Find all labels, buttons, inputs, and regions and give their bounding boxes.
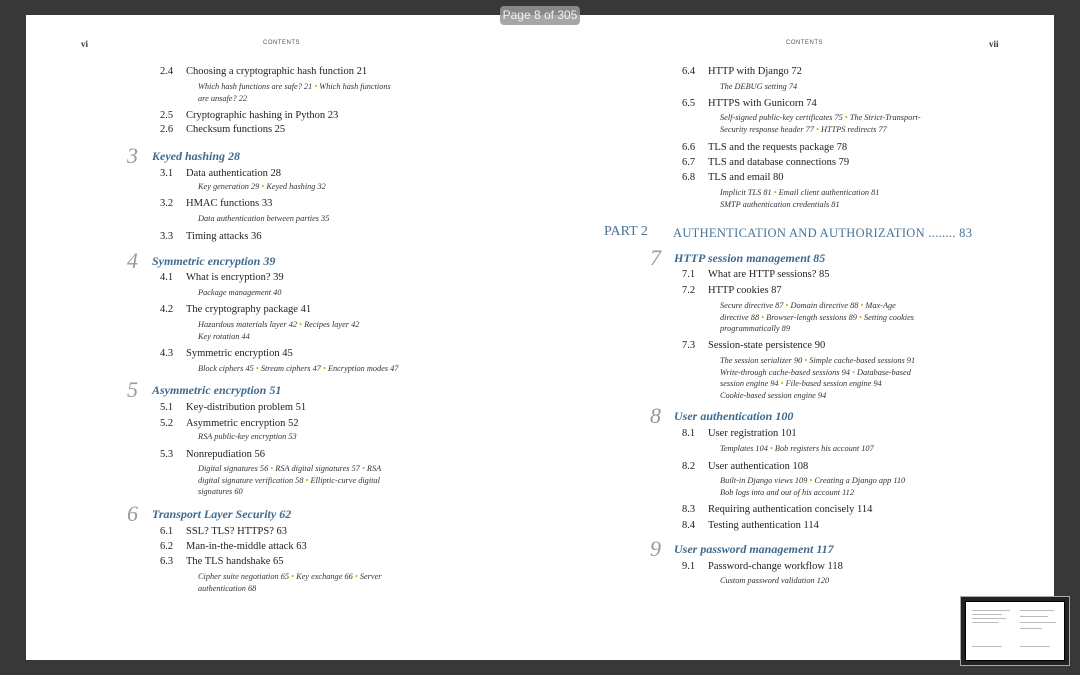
subsection-text: directive 88	[720, 312, 762, 322]
bullet-separator: •	[255, 364, 259, 373]
section-title[interactable]: Man-in-the-middle attack 63	[186, 541, 307, 552]
subsection-line	[198, 287, 281, 298]
subsection-text: Key rotation 44	[198, 331, 250, 341]
bullet-separator: •	[761, 312, 765, 322]
subsection-line	[198, 571, 381, 582]
bullet-separator: •	[299, 320, 303, 329]
section-title[interactable]: The TLS handshake 65	[186, 556, 284, 567]
subsection-line	[198, 81, 391, 92]
section-number: 8.3	[682, 504, 696, 515]
subsection-text: Encryption modes 47	[325, 364, 399, 373]
subsection-line	[720, 323, 790, 334]
subsection-text: Write-through cache-based sessions 94	[720, 367, 852, 377]
section-number: 3.1	[160, 168, 174, 179]
subsection-text: Data authentication between parties 35	[198, 214, 330, 223]
subsection-text: Key generation 29	[198, 182, 262, 191]
subsection-text: The DEBUG setting 74	[720, 82, 798, 91]
subsection-text: The Strict-Transport-	[847, 113, 921, 122]
subsection-text: Cookie-based session engine 94	[720, 390, 827, 400]
left-page	[26, 15, 540, 660]
subsection-text: RSA	[364, 464, 382, 473]
subsection-line	[720, 312, 914, 323]
subsection-line	[720, 475, 905, 486]
page-indicator: Page 8 of 305	[500, 6, 580, 25]
subsection-text: Digital signatures 56	[198, 464, 271, 473]
subsection-line	[720, 124, 887, 135]
section-number: 6.2	[160, 541, 174, 552]
chapter-number: 6	[127, 501, 138, 526]
subsection-text: Database-based	[854, 367, 911, 377]
section-title[interactable]: Choosing a cryptographic hash function 21	[186, 66, 368, 77]
section-number: 4.1	[160, 272, 174, 283]
section-number: 6.5	[682, 98, 696, 109]
subsection-line	[720, 487, 854, 498]
subsection-line	[720, 390, 826, 401]
subsection-line	[720, 300, 896, 311]
section-number: 2.4	[160, 66, 174, 77]
section-number: 7.3	[682, 340, 696, 351]
chapter-title[interactable]: HTTP session management 85	[674, 251, 826, 265]
section-number: 6.3	[160, 556, 174, 567]
section-number: 6.8	[682, 172, 696, 183]
subsection-text: Bob logs into and out of his account 112	[720, 487, 854, 497]
bullet-separator: •	[322, 364, 326, 373]
thumbnail-page-preview[interactable]	[965, 601, 1065, 661]
subsection-text: Self-signed public-key certificates 75	[720, 113, 845, 122]
chapter-title[interactable]: User password management 117	[674, 542, 834, 556]
chapter-number: 5	[127, 377, 138, 402]
section-title[interactable]: Testing authentication 114	[708, 520, 819, 531]
subsection-text: Browser-length sessions 89	[764, 312, 860, 322]
left-running-head: CONTENTS	[263, 40, 300, 46]
subsection-text: programmatically 89	[720, 324, 790, 333]
subsection-line	[198, 363, 398, 374]
chapter-number: 7	[650, 245, 661, 270]
subsection-text: Recipes layer 42	[302, 320, 360, 329]
subsection-line	[720, 367, 911, 378]
subsection-text: RSA public-key encryption 53	[198, 432, 297, 441]
subsection-line	[198, 331, 250, 342]
subsection-line	[720, 378, 882, 389]
section-title[interactable]: HTTPS with Gunicorn 74	[708, 98, 817, 109]
subsection-text: Secure directive 87	[720, 301, 786, 310]
right-folio: vii	[989, 39, 999, 49]
section-number: 6.4	[682, 66, 696, 77]
subsection-line	[720, 355, 915, 366]
section-number: 5.3	[160, 449, 174, 460]
section-title[interactable]: User authentication 108	[708, 461, 809, 472]
subsection-text: Email client authentication 81	[776, 188, 880, 197]
subsection-text: signatures 60	[198, 487, 243, 496]
section-number: 6.7	[682, 157, 696, 168]
section-number: 4.2	[160, 304, 174, 315]
chapter-title[interactable]: Keyed hashing 28	[152, 149, 241, 163]
chapter-number: 8	[650, 403, 661, 428]
subsection-text: Creating a Django app 110	[812, 476, 906, 485]
chapter-title[interactable]: Transport Layer Security 62	[152, 507, 292, 521]
subsection-text: Block ciphers 45	[198, 364, 256, 373]
section-title[interactable]: The cryptography package 41	[186, 304, 312, 315]
bullet-separator: •	[291, 572, 295, 581]
chapter-title[interactable]: Symmetric encryption 39	[152, 254, 276, 268]
chapter-number: 9	[650, 536, 661, 561]
section-number: 3.2	[160, 198, 174, 209]
subsection-line	[720, 443, 874, 454]
section-title[interactable]: TLS and the requests package 78	[708, 142, 848, 153]
subsection-text: Domain directive 88	[788, 301, 861, 310]
bullet-separator: •	[844, 113, 848, 122]
section-title[interactable]: Password-change workflow 118	[708, 561, 843, 572]
section-number: 8.1	[682, 428, 696, 439]
subsection-text: Keyed hashing 32	[264, 182, 326, 191]
subsection-line	[720, 81, 797, 92]
subsection-text: authentication 68	[198, 583, 257, 593]
subsection-text: The session serializer 90	[720, 356, 805, 365]
section-title[interactable]: Session-state persistence 90	[708, 340, 826, 351]
right-page	[540, 15, 1054, 660]
subsection-text: Implicit TLS 81	[720, 188, 774, 197]
subsection-line	[198, 93, 247, 104]
subsection-text: Key exchange 66	[294, 572, 355, 581]
bullet-separator: •	[785, 301, 789, 310]
subsection-text: SMTP authentication credentials 81	[720, 199, 840, 209]
chapter-title[interactable]: Asymmetric encryption 51	[152, 383, 282, 397]
subsection-text: Bob registers his account 107	[772, 444, 874, 453]
subsection-line	[720, 575, 829, 586]
bullet-separator: •	[305, 475, 309, 485]
section-title[interactable]: What is encryption? 39	[186, 272, 284, 283]
section-number: 7.2	[682, 285, 696, 296]
section-number: 3.3	[160, 231, 174, 242]
section-title[interactable]: Key-distribution problem 51	[186, 402, 307, 413]
subsection-text: Package management 40	[198, 288, 282, 297]
subsection-text: Cipher suite negotiation 65	[198, 572, 292, 581]
subsection-text: Server	[357, 572, 382, 581]
subsection-line	[198, 486, 243, 497]
subsection-text: Elliptic-curve digital	[308, 475, 380, 485]
subsection-line	[198, 431, 297, 442]
subsection-text: Built-in Django views 109	[720, 476, 810, 485]
section-number: 5.2	[160, 418, 174, 429]
subsection-text: Templates 104	[720, 444, 770, 453]
subsection-text: Simple cache-based sessions 91	[807, 356, 916, 365]
right-running-head: CONTENTS	[786, 40, 823, 46]
left-folio: vi	[81, 39, 89, 49]
section-title[interactable]: TLS and database connections 79	[708, 157, 850, 168]
section-title[interactable]: Timing attacks 36	[186, 231, 262, 242]
subsection-text: Security response header 77	[720, 124, 817, 134]
section-number: 8.4	[682, 520, 696, 531]
subsection-text: Custom password validation 120	[720, 576, 830, 585]
chapter-number: 3	[127, 143, 138, 168]
section-title[interactable]: Cryptographic hashing in Python 23	[186, 110, 339, 121]
chapter-number: 4	[127, 248, 138, 273]
subsection-line	[198, 475, 380, 486]
section-number: 9.1	[682, 561, 696, 572]
part-label: PART 2	[604, 224, 648, 239]
section-title[interactable]: Data authentication 28	[186, 168, 282, 179]
part-title[interactable]: AUTHENTICATION AND AUTHORIZATION ........ 83	[673, 226, 973, 240]
subsection-line	[720, 187, 879, 198]
subsection-text: session engine 94	[720, 379, 781, 388]
subsection-line	[198, 181, 326, 192]
section-number: 4.3	[160, 348, 174, 359]
bullet-separator: •	[361, 464, 365, 473]
section-title[interactable]: HTTP cookies 87	[708, 285, 782, 296]
section-number: 6.6	[682, 142, 696, 153]
subsection-text: Which hash functions	[317, 82, 391, 91]
bullet-separator: •	[804, 356, 808, 365]
subsection-line	[198, 583, 256, 594]
section-number: 8.2	[682, 461, 696, 472]
section-title[interactable]: Requiring authentication concisely 114	[708, 504, 873, 515]
subsection-line	[198, 463, 381, 474]
section-title[interactable]: What are HTTP sessions? 85	[708, 269, 830, 280]
bullet-separator: •	[773, 188, 777, 197]
bullet-separator: •	[314, 82, 318, 91]
bullet-separator: •	[769, 444, 773, 453]
subsection-text: Hazardous materials layer 42	[198, 320, 300, 329]
bullet-separator: •	[816, 124, 819, 134]
section-title[interactable]: Symmetric encryption 45	[186, 348, 293, 359]
subsection-text: File-based session engine 94	[783, 379, 882, 388]
section-number: 7.1	[682, 269, 696, 280]
section-title[interactable]: Checksum functions 25	[186, 124, 286, 135]
subsection-text: HTTPS redirects 77	[818, 124, 887, 134]
bullet-separator: •	[859, 312, 862, 322]
bullet-separator: •	[809, 476, 813, 485]
subsection-text: Stream ciphers 47	[258, 364, 323, 373]
section-title[interactable]: HTTP with Django 72	[708, 66, 802, 77]
section-title[interactable]: Nonrepudiation 56	[186, 449, 266, 460]
bullet-separator: •	[261, 182, 265, 191]
page-thumbnail-navigator[interactable]	[960, 596, 1070, 666]
subsection-text: RSA digital signatures 57	[273, 464, 362, 473]
bullet-separator: •	[851, 367, 855, 377]
subsection-line	[198, 213, 329, 224]
section-title[interactable]: SSL? TLS? HTTPS? 63	[186, 526, 288, 537]
chapter-title[interactable]: User authentication 100	[674, 409, 794, 423]
bullet-separator: •	[780, 379, 784, 388]
subsection-text: Setting cookies	[861, 312, 915, 322]
section-number: 2.5	[160, 110, 174, 121]
subsection-text: digital signature verification 58	[198, 475, 306, 485]
section-number: 2.6	[160, 124, 174, 135]
subsection-line	[720, 199, 840, 210]
subsection-text: Max-Age	[863, 301, 896, 310]
bullet-separator: •	[354, 572, 358, 581]
bullet-separator: •	[860, 301, 864, 310]
subsection-line	[720, 112, 921, 123]
subsection-text: are unsafe? 22	[198, 93, 248, 103]
subsection-line	[198, 319, 359, 330]
subsection-text: Which hash functions are safe? 21	[198, 82, 315, 91]
section-number: 6.1	[160, 526, 174, 537]
section-title[interactable]: HMAC functions 33	[186, 198, 273, 209]
bullet-separator: •	[270, 464, 274, 473]
section-title[interactable]: User registration 101	[708, 428, 797, 439]
section-title[interactable]: Asymmetric encryption 52	[186, 418, 299, 429]
section-number: 5.1	[160, 402, 174, 413]
section-title[interactable]: TLS and email 80	[708, 172, 784, 183]
